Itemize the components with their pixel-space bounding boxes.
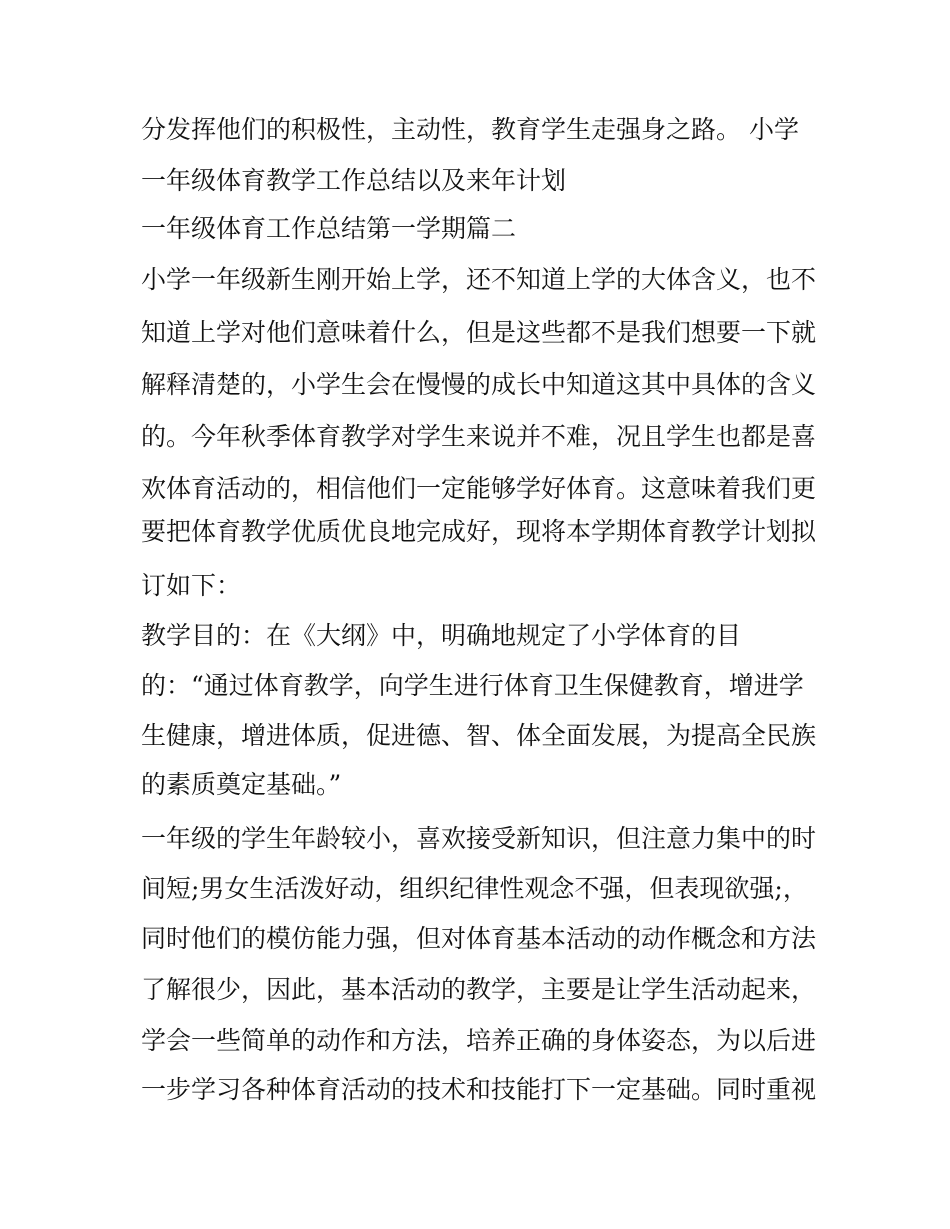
text-line-16: 间短;男女生活泼好动，组织纪律性观念不强，但表现欲强;， xyxy=(141,874,808,903)
text-line-11: 教学目的：在《大纲》中，明确地规定了小学体育的目 xyxy=(141,621,742,650)
text-line-8: 欢体育活动的，相信他们一定能够学好体育。这意味着我们更 xyxy=(141,474,817,503)
text-line-9: 要把体育教学优质优良地完成好，现将本学期体育教学计划拟 xyxy=(141,517,817,546)
text-line-20: 一步学习各种体育活动的技术和技能打下一定基础。同时重视 xyxy=(141,1075,817,1104)
text-line-1: 分发挥他们的积极性，主动性，教育学生走强身之路。 小学 xyxy=(141,115,799,144)
text-line-14: 的素质奠定基础。” xyxy=(141,770,342,799)
text-line-6: 解释清楚的，小学生会在慢慢的成长中知道这其中具体的含义 xyxy=(141,370,817,399)
text-line-2: 一年级体育教学工作总结以及来年计划 xyxy=(141,166,567,195)
text-line-13: 生健康，增进体质，促进德、智、体全面发展，为提高全民族 xyxy=(141,721,817,750)
text-line-7: 的。今年秋季体育教学对学生来说并不难，况且学生也都是喜 xyxy=(141,422,817,451)
text-line-18: 了解很少，因此，基本活动的教学，主要是让学生活动起来， xyxy=(141,975,817,1004)
text-line-5: 知道上学对他们意味着什么，但是这些都不是我们想要一下就 xyxy=(141,318,817,347)
text-line-12: 的：“通过体育教学，向学生进行体育卫生保健教育，增进学 xyxy=(141,671,804,700)
text-line-4: 小学一年级新生刚开始上学，还不知道上学的大体含义，也不 xyxy=(141,265,817,294)
text-line-17: 同时他们的模仿能力强，但对体育基本活动的动作概念和方法 xyxy=(141,924,817,953)
text-line-10: 订如下： xyxy=(141,571,242,600)
text-line-15: 一年级的学生年龄较小，喜欢接受新知识，但注意力集中的时 xyxy=(141,824,817,853)
text-line-19: 学会一些简单的动作和方法，培养正确的身体姿态，为以后进 xyxy=(141,1026,817,1055)
text-line-3: 一年级体育工作总结第一学期篇二 xyxy=(141,214,517,243)
